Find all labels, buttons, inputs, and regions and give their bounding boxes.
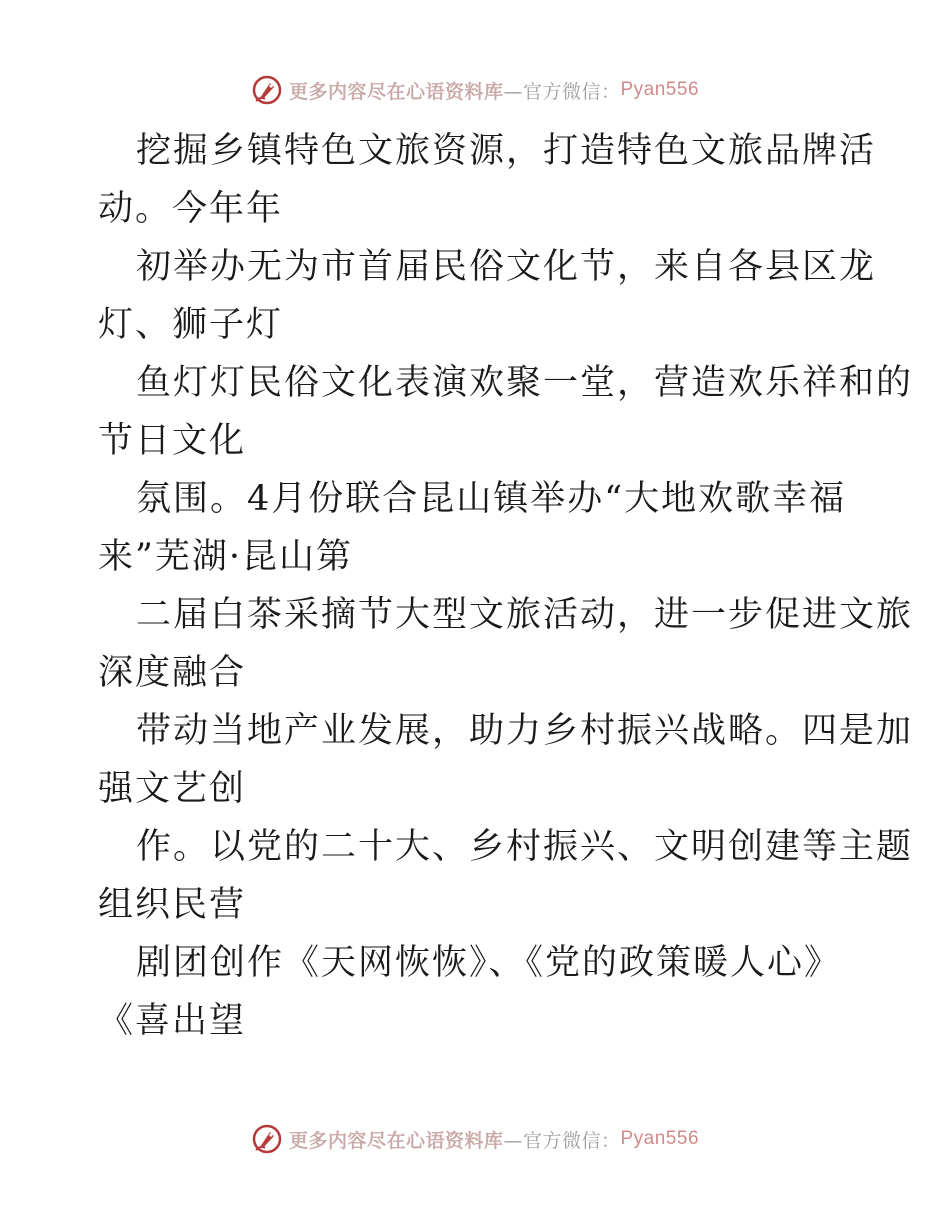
paragraph-line: 灯、狮子灯 — [98, 305, 284, 345]
paragraph-line: 氛围。4月份联合昆山镇举办“大地欢歌幸福 — [136, 479, 847, 519]
paragraph-line: 动。今年年 — [98, 189, 284, 229]
paragraph-line: 来”芜湖·昆山第 — [98, 537, 354, 577]
banner-contact-text: —官方微信： — [503, 80, 621, 103]
paragraph-line: 挖掘乡镇特色文旅资源，打造特色文旅品牌活 — [136, 131, 877, 171]
banner-main-text: 更多内容尽在心语资料库 — [288, 80, 504, 103]
banner-contact-text: —官方微信： — [503, 1129, 621, 1152]
paragraph-line: 带动当地产业发展，助力乡村振兴战略。四是加 — [136, 711, 914, 751]
paragraph-line: 《喜出望 — [98, 1001, 247, 1041]
banner-contact-id: Pyan556 — [620, 1128, 700, 1149]
paragraph-line: 作。以党的二十大、乡村振兴、文明创建等主题 — [136, 827, 914, 867]
paragraph-line: 节日文化 — [98, 421, 247, 461]
paragraph-line: 二届白茶采摘节大型文旅活动，进一步促进文旅 — [136, 595, 914, 635]
footer-banner — [0, 1119, 950, 1159]
banner-main-text: 更多内容尽在心语资料库 — [288, 1129, 504, 1152]
paragraph-line: 初举办无为市首届民俗文化节，来自各县区龙 — [136, 247, 877, 287]
header-banner — [0, 70, 950, 110]
pen-nib-logo-icon — [251, 74, 283, 106]
paragraph-line: 深度融合 — [98, 653, 247, 693]
paragraph-line: 剧团创作《天网恢恢》、《党的政策暖人心》 — [136, 943, 842, 983]
pen-nib-logo-icon — [251, 1123, 283, 1155]
paragraph-line: 组织民营 — [98, 885, 247, 925]
paragraph-line: 鱼灯灯民俗文化表演欢聚一堂，营造欢乐祥和的 — [136, 363, 914, 403]
paragraph-line: 强文艺创 — [98, 769, 247, 809]
banner-contact-id: Pyan556 — [620, 79, 700, 100]
document-body — [98, 122, 914, 1050]
